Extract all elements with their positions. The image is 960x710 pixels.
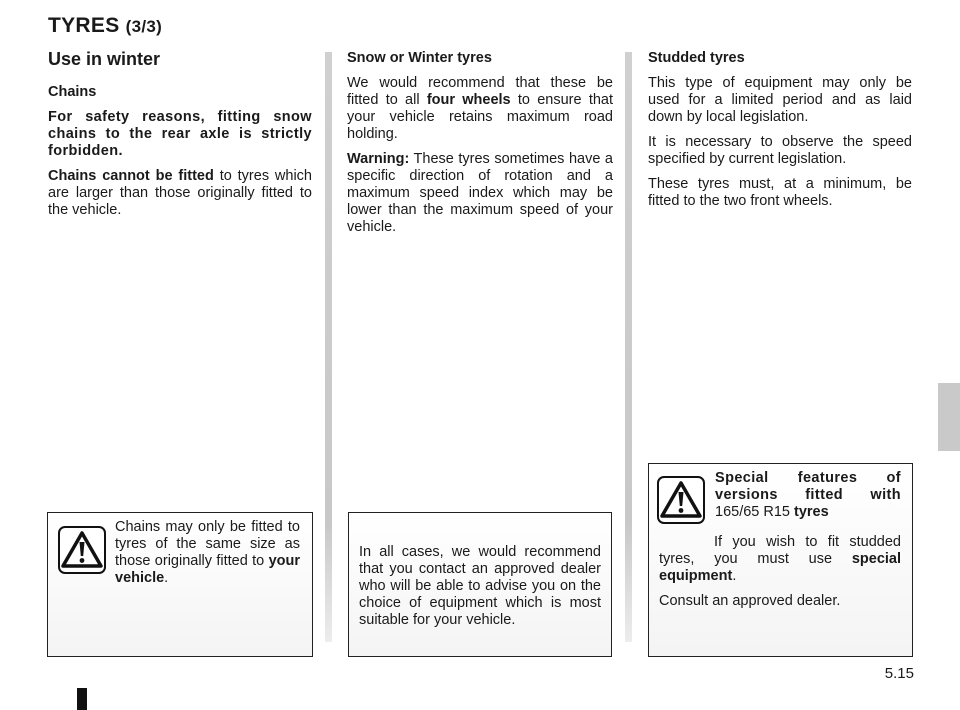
four-wheels-bold: four wheels <box>426 92 511 108</box>
studded-advice-a: If you wish to fit studded tyres, you must use <box>659 534 901 567</box>
special-equipment-bold: special equipment <box>659 551 901 584</box>
title-suffix: (3/3) <box>125 17 163 36</box>
studded-advice-end: . <box>732 568 737 584</box>
special-features-body <box>659 534 901 618</box>
winter-tyres-recommendation <box>347 75 613 143</box>
title-text: TYRES <box>48 14 120 37</box>
warning-label: Warning: <box>347 151 410 167</box>
winter-tyres-heading: Snow or Winter tyres <box>347 50 492 66</box>
column-divider <box>325 52 332 642</box>
chains-warning-box <box>47 512 313 657</box>
studded-tyres-p1: This type of equipment may only be used for a limited period and as laid down by local legislation. <box>648 75 912 125</box>
dealer-advice-text: In all cases, we would recommend that you contact an approved dealer who will be able to advise you on the choice of equipment which is most suitable for your vehicle. <box>359 544 601 628</box>
special-features-bold: Special features of versions fitted with <box>715 470 901 503</box>
winter-tyres-warning <box>347 151 613 236</box>
warning-triangle-icon <box>58 526 106 574</box>
your-vehicle-bold: your vehicle <box>115 553 300 586</box>
page-number: 5.15 <box>884 665 914 682</box>
chains-size-text <box>48 168 312 219</box>
special-features-heading <box>715 470 901 529</box>
warning-triangle-icon <box>657 476 705 524</box>
studded-tyres-heading: Studded tyres <box>648 50 745 66</box>
crop-mark <box>77 688 87 710</box>
chains-warning-a: Chains may only be fitted to tyres of the same size as those originally fitted to <box>115 519 300 569</box>
studded-tyres-column <box>648 50 912 218</box>
winter-tyres-column <box>347 50 613 244</box>
chains-cannot-bold: Chains cannot be fitted <box>48 168 214 184</box>
consult-dealer-text: Consult an approved dealer. <box>659 593 841 609</box>
column-divider <box>625 52 632 642</box>
chains-warning-text <box>115 519 300 595</box>
dealer-advice-box <box>348 512 612 657</box>
chains-warning-end: . <box>164 570 169 586</box>
studded-tyres-p2: It is necessary to observe the speed specified by current legislation. <box>648 134 912 167</box>
studded-tyres-p3: These tyres must, at a minimum, be fitted to the two front wheels. <box>648 176 912 209</box>
special-features-box <box>648 463 913 657</box>
page-title <box>48 14 162 38</box>
chapter-tab <box>938 383 960 451</box>
recommend-text: We would recommend that these be fitted to all <box>347 75 613 108</box>
chains-column <box>48 84 312 227</box>
chains-heading: Chains <box>48 84 97 100</box>
warning-text: These tyres sometimes have a specific direction of rotation and a maximum speed index which may be lower than the maximum speed of your vehicle. <box>347 151 613 235</box>
dealer-advice-container <box>359 544 601 637</box>
chains-cannot-rest: to tyres which are larger than those originally fitted to the vehicle. <box>48 168 312 218</box>
section-heading: Use in winter <box>48 49 161 69</box>
tyre-size: 165/65 R15 <box>715 504 795 520</box>
recommend-text-end: to ensure that your vehicle retains maximum road holding. <box>347 92 614 142</box>
tyres-bold: tyres <box>794 504 829 520</box>
chains-safety-text: For safety reasons, fitting snow chains to the rear axle is strictly forbidden. <box>48 109 312 159</box>
